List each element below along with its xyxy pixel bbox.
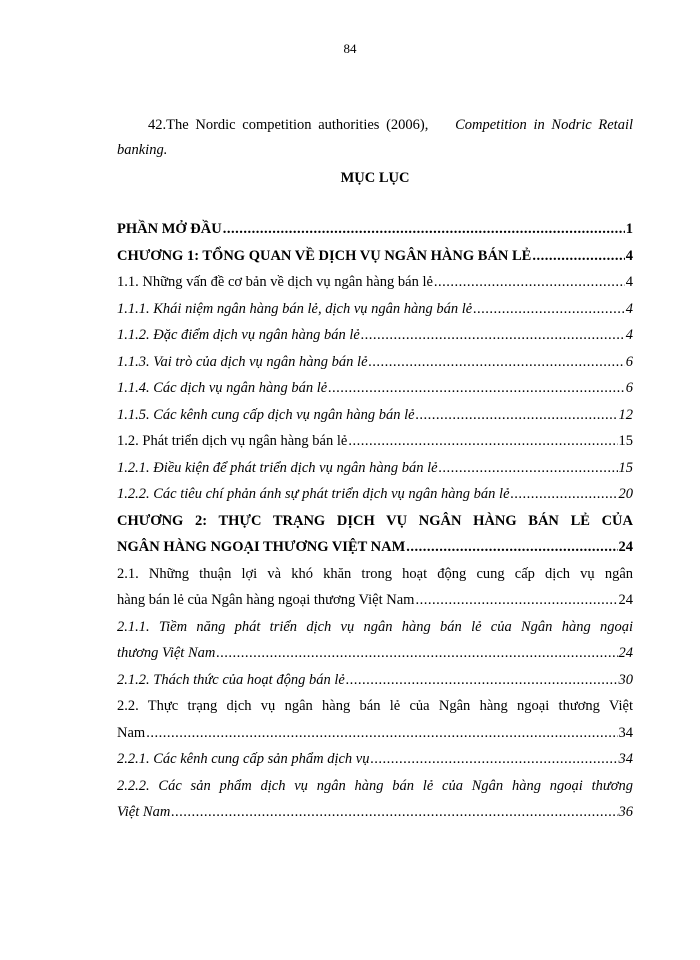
dot-leader (216, 640, 617, 667)
toc-entry[interactable] (117, 349, 633, 376)
dot-leader (416, 402, 618, 429)
toc-entry-label: 1.1.3. Vai trò của dịch vụ ngân hàng bán lẻ (117, 353, 368, 370)
table-of-contents (117, 216, 633, 826)
toc-entry-page: 24 (618, 592, 633, 608)
toc-entry-label: 1.1.1. Khái niệm ngân hàng bán lẻ, dịch vụ ngân hàng bán lẻ (117, 300, 473, 317)
toc-entry[interactable] (117, 375, 633, 402)
dot-leader (346, 667, 618, 694)
toc-entry[interactable] (117, 216, 633, 243)
dot-leader (434, 269, 625, 296)
dot-leader (328, 375, 625, 402)
toc-entry-label-line2: hàng bán lẻ của Ngân hàng ngoại thương Việt Nam (117, 592, 415, 608)
toc-entry-label-line2: Nam (117, 724, 146, 741)
dot-leader (223, 216, 625, 243)
toc-entry[interactable] (117, 296, 633, 323)
toc-entry-page: 1 (625, 221, 633, 237)
toc-entry-page: 12 (618, 406, 633, 423)
toc-entry-label-line2: NGÂN HÀNG NGOẠI THƯƠNG VIỆT NAM (117, 539, 406, 555)
toc-entry-page: 20 (618, 486, 633, 502)
reference-authors: The Nordic competition authorities (2006), (166, 117, 429, 133)
reference-title: Competition in Nodric Retail banking. (117, 117, 633, 158)
dot-leader (415, 587, 617, 614)
toc-entry-label: CHƯƠNG 1: TỔNG QUAN VỀ DỊCH VỤ NGÂN HÀNG BÁN LẺ (117, 247, 532, 264)
toc-entry[interactable] (117, 428, 633, 455)
toc-entry-page: 4 (625, 274, 633, 290)
toc-entry[interactable] (117, 773, 633, 826)
toc-entry-label: 1.1. Những vấn đề cơ bản về dịch vụ ngân hàng bán lẻ (117, 274, 433, 290)
toc-entry-page: 6 (625, 380, 633, 396)
toc-entry[interactable] (117, 746, 633, 773)
toc-entry[interactable] (117, 481, 633, 508)
toc-entry[interactable] (117, 561, 633, 614)
toc-entry[interactable] (117, 614, 633, 667)
toc-entry-label-line2: thương Việt Nam (117, 645, 216, 661)
page-number: 84 (343, 41, 357, 56)
toc-entry-label: 1.1.4. Các dịch vụ ngân hàng bán lẻ (117, 380, 328, 396)
toc-entry-page: 15 (618, 459, 633, 476)
dot-leader (532, 243, 624, 270)
dot-leader (146, 720, 617, 747)
dot-leader (371, 746, 618, 773)
toc-entry-page: 34 (618, 724, 633, 741)
toc-entry-page: 30 (618, 671, 633, 688)
toc-entry-page: 4 (625, 247, 633, 264)
dot-leader (473, 296, 625, 323)
toc-entry-label-line1: 2.2. Thực trạng dịch vụ ngân hàng bán lẻ của Ngân hàng ngoại thương Việt (117, 698, 633, 714)
toc-entry-page: 34 (618, 751, 633, 767)
toc-entry[interactable] (117, 667, 633, 694)
dot-leader (406, 534, 617, 561)
toc-entry[interactable] (117, 455, 633, 482)
toc-entry-label-line1: 2.2.2. Các sản phẩm dịch vụ ngân hàng bán lẻ của Ngân hàng ngoại thương (117, 777, 633, 794)
dot-leader (348, 428, 617, 455)
dot-leader (171, 799, 617, 826)
toc-entry-page: 15 (618, 433, 633, 449)
toc-entry-label: 1.2.1. Điều kiện để phát triển dịch vụ ngân hàng bán lẻ (117, 459, 438, 476)
toc-entry-label-line2: Việt Nam (117, 804, 171, 820)
dot-leader (369, 349, 625, 376)
toc-entry-page: 36 (618, 804, 633, 820)
reference-entry (117, 113, 633, 163)
toc-entry-label: 1.2. Phát triển dịch vụ ngân hàng bán lẻ (117, 433, 348, 449)
toc-title: MỤC LỤC (340, 170, 410, 186)
toc-entry[interactable] (117, 402, 633, 429)
toc-entry-label: 2.1.2. Thách thức của hoạt động bán lẻ (117, 671, 345, 688)
toc-entry[interactable] (117, 269, 633, 296)
dot-leader (361, 322, 625, 349)
toc-entry-label-line1: CHƯƠNG 2: THỰC TRẠNG DỊCH VỤ NGÂN HÀNG BÁN LẺ CỦA (117, 512, 633, 529)
toc-entry[interactable] (117, 243, 633, 270)
toc-entry[interactable] (117, 322, 633, 349)
toc-entry-label: 2.2.1. Các kênh cung cấp sản phẩm dịch vụ (117, 751, 370, 767)
toc-entry-label: 1.1.2. Đặc điểm dịch vụ ngân hàng bán lẻ (117, 327, 360, 343)
toc-entry-page: 4 (625, 300, 633, 317)
toc-entry-page: 6 (625, 353, 633, 370)
toc-entry[interactable] (117, 508, 633, 561)
dot-leader (439, 455, 618, 482)
toc-entry-label: PHẦN MỞ ĐẦU (117, 221, 222, 237)
toc-entry-label-line1: 2.1.1. Tiềm năng phát triển dịch vụ ngân hàng bán lẻ của Ngân hàng ngoại (117, 618, 633, 635)
toc-entry-label-line1: 2.1. Những thuận lợi và khó khăn trong hoạt động cung cấp dịch vụ ngân (117, 565, 633, 582)
toc-entry-label: 1.2.2. Các tiêu chí phản ánh sự phát triển dịch vụ ngân hàng bán lẻ (117, 486, 510, 502)
toc-entry-label: 1.1.5. Các kênh cung cấp dịch vụ ngân hàng bán lẻ (117, 406, 415, 423)
toc-entry[interactable] (117, 693, 633, 746)
toc-entry-page: 24 (618, 645, 633, 661)
dot-leader (511, 481, 618, 508)
toc-entry-page: 24 (618, 539, 633, 555)
toc-entry-page: 4 (625, 327, 633, 343)
reference-number: 42. (148, 117, 167, 133)
